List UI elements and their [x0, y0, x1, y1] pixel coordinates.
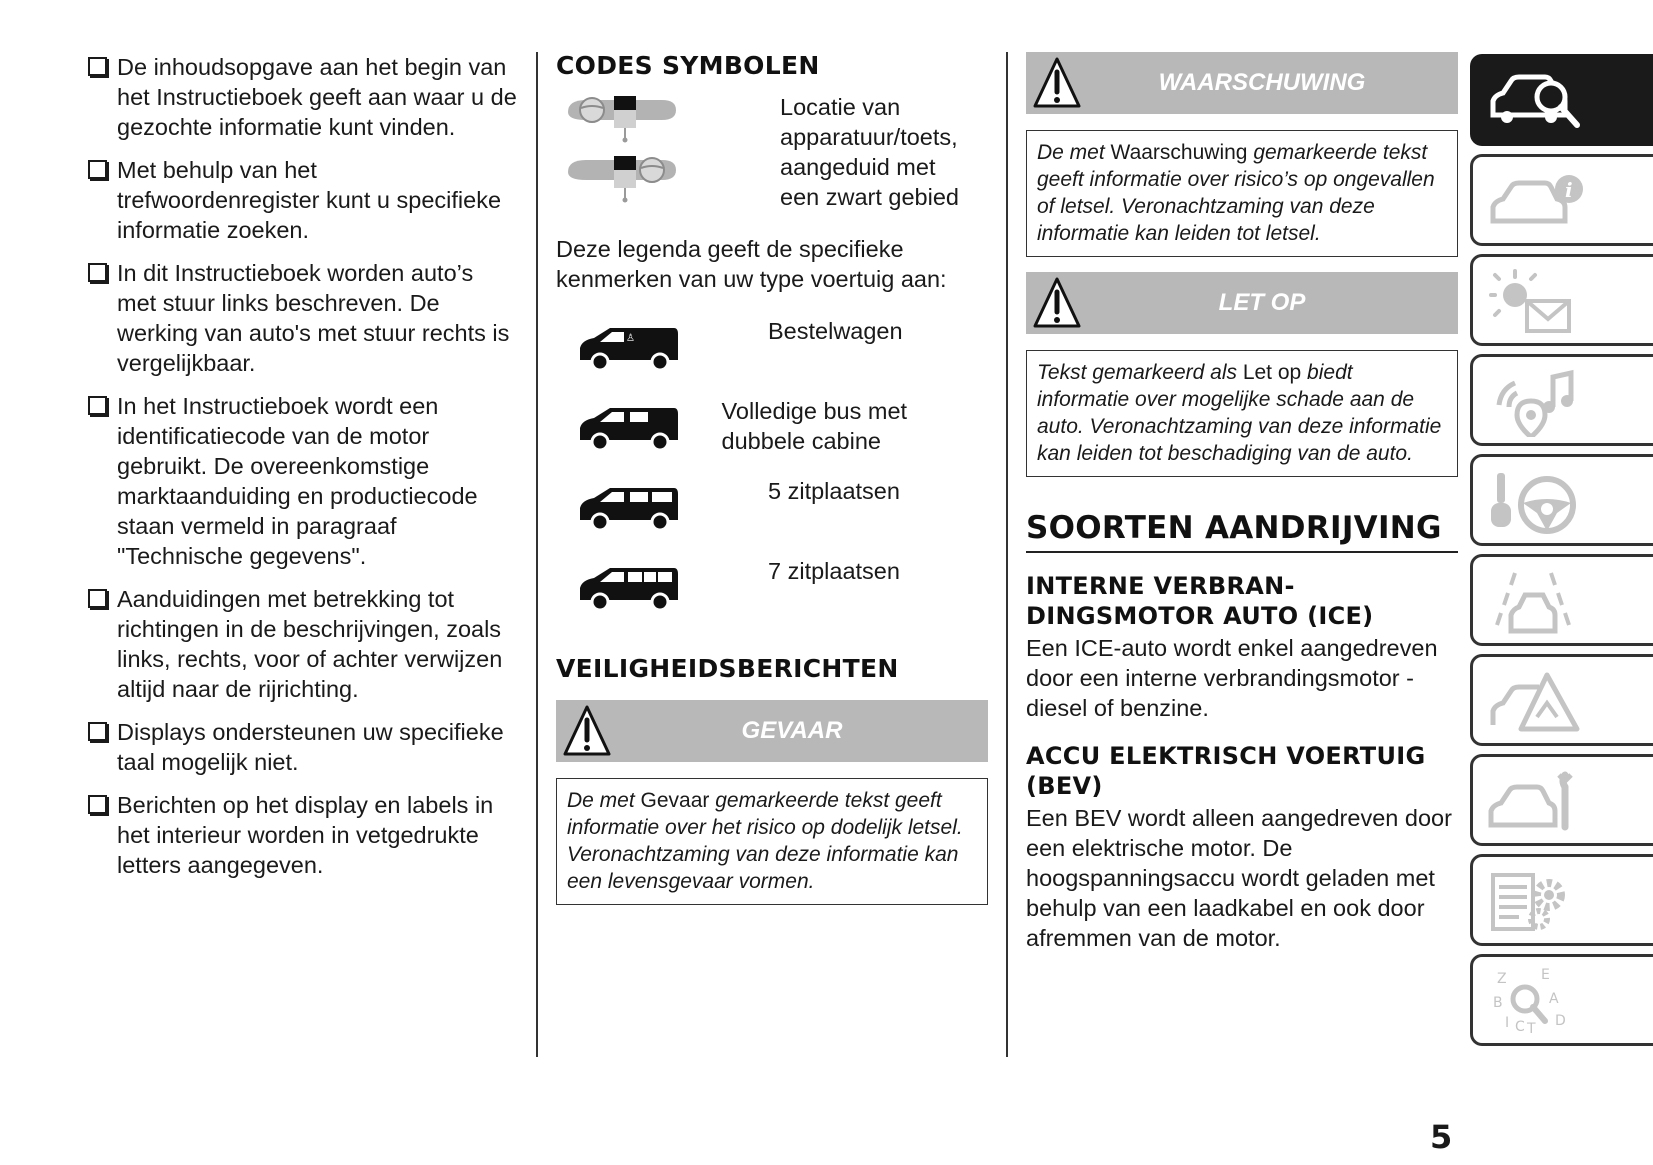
vehicle-legend: [556, 316, 988, 636]
tab-car-info[interactable]: [1470, 154, 1653, 246]
checkbox-bullet-icon: [88, 57, 107, 76]
svg-text:I: I: [1505, 1015, 1510, 1031]
checkbox-bullet-icon: [88, 795, 107, 814]
list-gear-icon: [1487, 867, 1587, 937]
caution-text: Tekst gemarkeerd als Let op biedt informatie over mogelijke schade aan de auto. Veronachtzaming van deze informatie kan leiden tot beschadiging van de auto.: [1026, 350, 1458, 477]
list-item: Aanduidingen met betrekking tot richtingen in de beschrijvingen, zoals links, rechts, voor of achter verwijzen altijd naar de rijrichting.: [88, 584, 518, 704]
car-lane-icon: [1487, 567, 1587, 637]
checkbox-bullet-icon: [88, 263, 107, 282]
bev-paragraph: Een BEV wordt alleen aangedreven door een elektrische motor. De hoogspanningsaccu wordt geladen met behulp van een laadkabel en ook door afremmen van de motor.: [1026, 805, 1452, 951]
checkbox-bullet-icon: [88, 589, 107, 608]
svg-text:i: i: [1565, 178, 1573, 202]
bullet-list: [88, 52, 518, 880]
column-divider: [536, 52, 538, 1057]
tab-car-wrench[interactable]: [1470, 754, 1653, 846]
car-wrench-icon: [1487, 767, 1587, 837]
tab-car-lane[interactable]: [1470, 554, 1653, 646]
ice-heading: INTERNE VERBRAN-DINGSMOTOR AUTO (ICE): [1026, 572, 1374, 630]
warning-title: WAARSCHUWING: [1158, 69, 1366, 96]
light-envelope-icon: [1487, 267, 1587, 337]
legend-description: Deze legenda geeft de specifieke kenmerken van uw type voertuig aan:: [556, 236, 947, 292]
tab-light-envelope[interactable]: [1470, 254, 1653, 346]
column-divider: [1006, 52, 1008, 1057]
tab-car-magnifier[interactable]: [1470, 54, 1653, 146]
list-item: [556, 396, 988, 476]
car-magnifier-icon: [1487, 67, 1587, 137]
location-symbol-row: [556, 92, 988, 212]
svg-text:D: D: [1555, 1013, 1566, 1029]
svg-text:E: E: [1541, 967, 1550, 983]
warning-text: De met Waarschuwing gemarkeerde tekst geeft informatie over risico’s op ongevallen of letsel. Veronachtzaming van deze informatie kan leiden tot letsel.: [1026, 130, 1458, 257]
warning-bar: [1026, 52, 1458, 114]
safety-heading: VEILIGHEIDSBERICHTEN: [556, 654, 899, 683]
tab-signal-music-location[interactable]: [1470, 354, 1653, 446]
list-item: Met behulp van het trefwoordenregister kunt u specifieke informatie zoeken.: [88, 155, 518, 245]
list-item: Displays ondersteunen uw specifieke taal mogelijk niet.: [88, 717, 518, 777]
signal-music-location-icon: [1487, 367, 1587, 437]
svg-text:Z: Z: [1497, 971, 1507, 987]
car-info-icon: [1487, 167, 1587, 237]
drive-types-heading: SOORTEN AANDRIJVING: [1026, 509, 1458, 553]
vehicle-label: Bestelwagen: [768, 318, 903, 344]
list-item: Berichten op het display en labels in het interieur worden in vetgedrukte letters aangegeven.: [88, 790, 518, 880]
checkbox-bullet-icon: [88, 160, 107, 179]
list-item: [556, 556, 988, 636]
caution-bar: [1026, 272, 1458, 334]
list-item: In dit Instructieboek worden auto’s met stuur links beschreven. De werking van auto's met stuur rechts is vergelijkbaar.: [88, 258, 518, 378]
middle-column: [556, 52, 988, 920]
alphabet-search-icon: [1487, 967, 1587, 1037]
location-description: Locatie van apparatuur/toets, aangeduid met een zwart gebied: [780, 94, 959, 210]
steering-wheel-icon: [1487, 467, 1587, 537]
list-item: [556, 316, 988, 396]
caution-title: LET OP: [1218, 289, 1306, 316]
danger-text: De met Gevaar gemarkeerde tekst geeft informatie over het risico op dodelijk letsel. Veronachtzaming van deze informatie kan een levensgevaar vormen.: [556, 778, 988, 905]
page-number: 5: [1430, 1118, 1453, 1156]
seven-seat-car-icon: [556, 556, 768, 617]
warning-triangle-icon: [1032, 56, 1082, 110]
svg-text:T: T: [1527, 1021, 1536, 1037]
svg-text:A: A: [1549, 991, 1559, 1007]
codes-heading: CODES SYMBOLEN: [556, 51, 820, 80]
right-column: [1026, 52, 1458, 971]
danger-title: GEVAAR: [741, 717, 843, 744]
vehicle-label: Volledige bus met dubbele cabine: [721, 398, 908, 454]
dashboard-location-icon: [556, 92, 780, 211]
warning-triangle-icon: [1032, 276, 1082, 330]
checkbox-bullet-icon: [88, 722, 107, 741]
car-warning-icon: [1487, 667, 1587, 737]
tab-alphabet-search[interactable]: [1470, 954, 1653, 1046]
checkbox-bullet-icon: [88, 396, 107, 415]
ice-paragraph: Een ICE-auto wordt enkel aangedreven door een interne verbrandingsmotor - diesel of benzine.: [1026, 635, 1438, 721]
danger-bar: [556, 700, 988, 762]
list-item: De inhoudsopgave aan het begin van het Instructieboek geeft aan waar u de gezochte informatie kunt vinden.: [88, 52, 518, 142]
warning-triangle-icon: [562, 704, 612, 758]
tab-car-warning[interactable]: [1470, 654, 1653, 746]
svg-text:♙: ♙: [626, 333, 635, 344]
list-item: In het Instructieboek wordt een identificatiecode van de motor gebruikt. De overeenkomstige marktaanduiding en productiecode staan vermeld in paragraaf "Technische gegevens".: [88, 391, 518, 571]
bev-heading: ACCU ELEKTRISCH VOERTUIG (BEV): [1026, 742, 1426, 800]
list-item: [556, 476, 988, 556]
vehicle-label: 7 zitplaatsen: [768, 558, 900, 584]
tab-list-gear[interactable]: [1470, 854, 1653, 946]
van-icon: [556, 316, 768, 377]
svg-text:C: C: [1515, 1019, 1525, 1035]
left-column: [88, 52, 518, 893]
double-cabin-van-icon: [556, 396, 722, 457]
svg-text:B: B: [1493, 995, 1503, 1011]
vehicle-label: 5 zitplaatsen: [768, 478, 900, 504]
five-seat-car-icon: [556, 476, 768, 537]
tab-steering-wheel[interactable]: [1470, 454, 1653, 546]
